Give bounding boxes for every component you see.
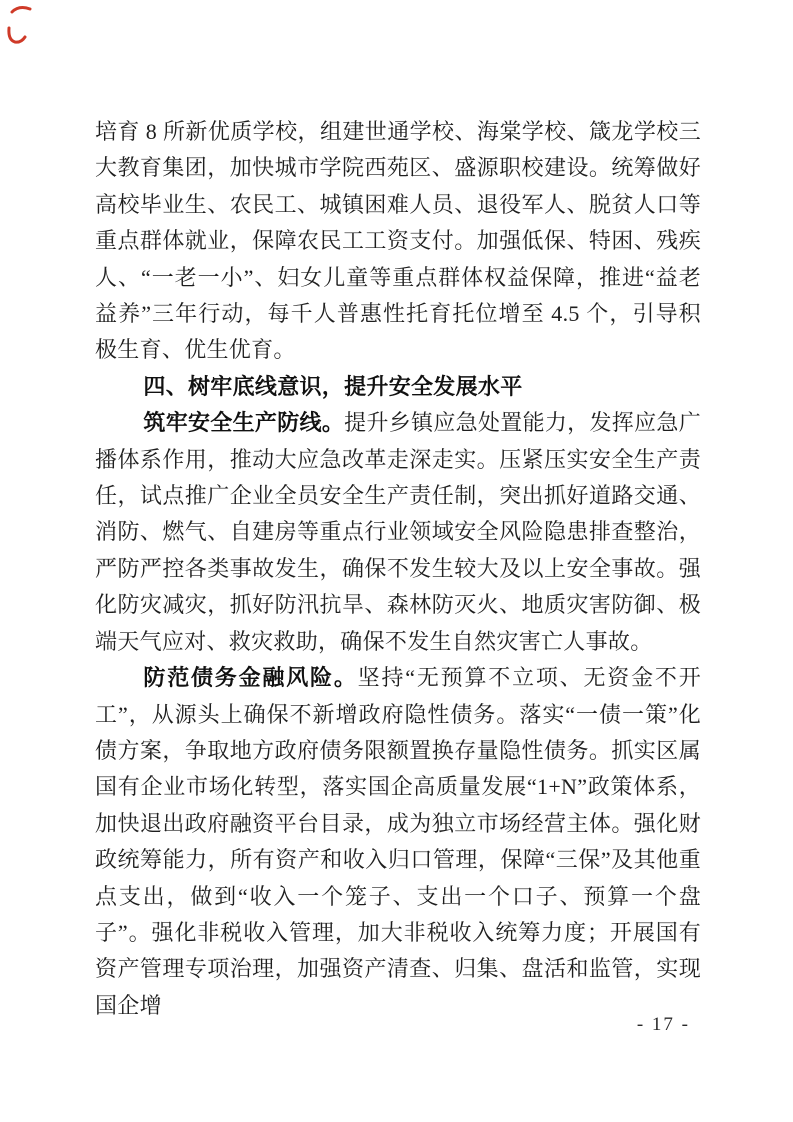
section-heading <box>95 369 701 405</box>
paragraph-production-safety <box>95 405 701 660</box>
paragraph-lead: 筑牢安全生产防线。 <box>143 410 345 436</box>
red-pen-mark <box>9 3 33 17</box>
paragraph-text: 培育 8 所新优质学校，组建世通学校、海棠学校、箴龙学校三大教育集团，加快城市学院西苑区、盛源职校建设。统筹做好高校毕业生、农民工、城镇困难人员、退役军人、脱贫人口等重点群体就业，保障农民工工资支付。加强低保、特困、残疾人、“一老一小”、妇女儿童等重点群体权益保障，推进“益老益养”三年行动，每千人普惠性托育托位增至 4.5 个，引导积极生育、优生优育。 <box>95 119 701 363</box>
paragraph-text: 提升乡镇应急处置能力，发挥应急广播体系作用，推动大应急改革走深走实。压紧压实安全生产责任，试点推广企业全员安全生产责任制，突出抓好道路交通、消防、燃气、自建房等重点行业领域安全风险隐患排查整治，严防严控各类事故发生，确保不发生较大及以上安全事故。强化防灾减灾，抓好防汛抗旱、森林防灭火、地质灾害防御、极端天气应对、救灾救助，确保不发生自然灾害亡人事故。 <box>95 410 702 654</box>
paragraph-debt-finance-risk <box>95 660 701 1024</box>
paragraph-text: 坚持“无预算不立项、无资金不开工”，从源头上确保不新增政府隐性债务。落实“一债一策”化债方案，争取地方政府债务限额置换存量隐性债务。抓实区属国有企业市场化转型，落实国企高质量发展“1+N”政策体系，加快退出政府融资平台目录，成为独立市场经营主体。强化财政统筹能力，所有资产和收入归口管理，保障“三保”及其他重点支出，做到“收入一个笼子、支出一个口子、预算一个盘子”。强化非税收入管理，加大非税收入统筹力度；开展国有资产管理专项治理，加强资产清查、归集、盘活和监管，实现国企增 <box>95 665 702 1018</box>
red-pen-mark <box>5 25 29 47</box>
paragraph-lead: 防范债务金融风险。 <box>143 665 358 691</box>
paragraph-education-continuation <box>95 114 701 369</box>
section-heading-text: 四、树牢底线意识，提升安全发展水平 <box>143 373 523 399</box>
document-body <box>95 114 701 1024</box>
page-number: - 17 - <box>636 1014 690 1035</box>
